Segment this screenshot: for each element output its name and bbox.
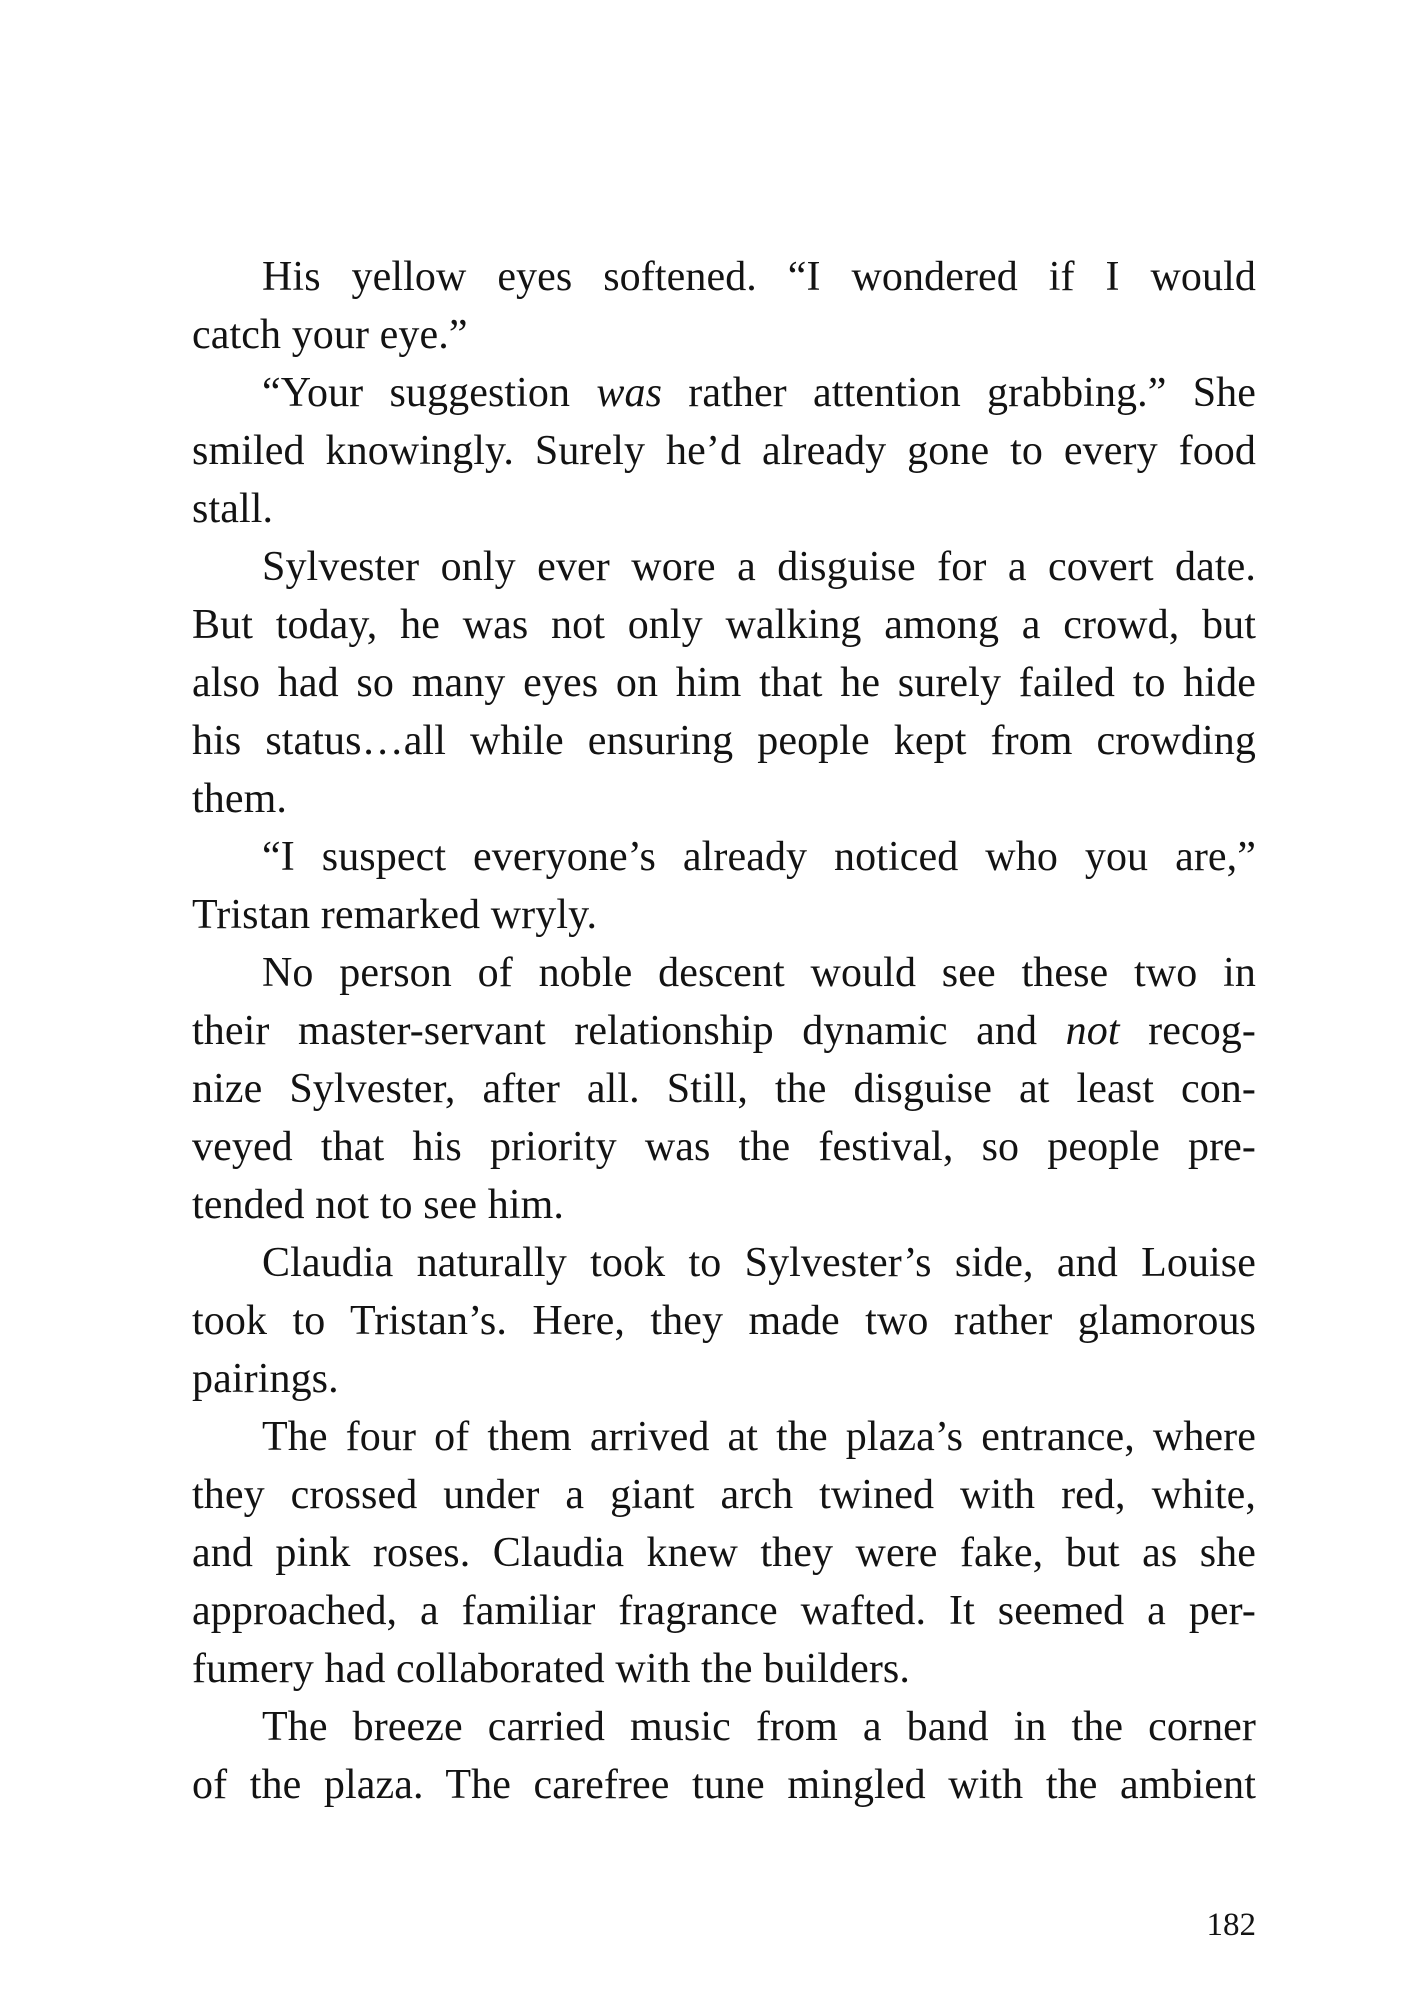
text-run: stall. [192,486,274,532]
paragraph [192,248,1256,364]
text-run: tended not to see him. [192,1182,564,1228]
text-line [192,1524,1256,1582]
paragraph [192,828,1256,944]
text-line [192,886,1256,944]
text-run: veyed that his priority was the festival, so people pre- [192,1124,1256,1170]
text-run: The breeze carried music from a band in the corner [262,1704,1256,1750]
text-run: His yellow eyes softened. “I wondered if I would [262,254,1256,300]
text-line [192,944,1256,1002]
text-line [192,248,1256,306]
paragraph [192,1234,1256,1408]
text-line [192,364,1256,422]
text-run: of the plaza. The carefree tune mingled with the ambient [192,1762,1256,1808]
text-line [192,1234,1256,1292]
page-text [192,248,1256,1814]
italic-text-run: was [596,370,663,416]
paragraph [192,538,1256,828]
text-line [192,712,1256,770]
text-line [192,770,1256,828]
text-run: “I suspect everyone’s already noticed who you are,” [262,834,1256,880]
text-run: rather attention grabbing.” She [662,370,1257,416]
text-run: their master-servant relationship dynamic and [192,1008,1066,1054]
text-run: his status…all while ensuring people kept from crowding [192,718,1256,764]
text-line [192,1698,1256,1756]
text-line [192,1408,1256,1466]
paragraph [192,364,1256,538]
text-run: approached, a familiar fragrance wafted. It seemed a per- [192,1588,1256,1634]
text-line [192,1640,1256,1698]
paragraph [192,944,1256,1234]
text-line [192,422,1256,480]
text-run: and pink roses. Claudia knew they were fake, but as she [192,1530,1256,1576]
text-run: fumery had collaborated with the builders. [192,1646,910,1692]
text-line [192,1002,1256,1060]
text-run: nize Sylvester, after all. Still, the disguise at least con- [192,1066,1256,1112]
text-line [192,1466,1256,1524]
paragraph [192,1698,1256,1814]
text-line [192,596,1256,654]
page-number: 182 [1206,1907,1256,1943]
text-run: catch your eye.” [192,312,468,358]
text-line [192,1350,1256,1408]
text-run: Sylvester only ever wore a disguise for a covert date. [262,544,1256,590]
text-run: smiled knowingly. Surely he’d already gone to every food [192,428,1256,474]
italic-text-run: not [1065,1008,1120,1054]
text-run: they crossed under a giant arch twined with red, white, [192,1472,1256,1518]
text-line [192,538,1256,596]
text-line [192,828,1256,886]
text-run: No person of noble descent would see these two in [262,950,1256,996]
paragraph [192,1408,1256,1698]
text-line [192,306,1256,364]
text-line [192,654,1256,712]
text-run: pairings. [192,1356,339,1402]
text-run: But today, he was not only walking among a crowd, but [192,602,1256,648]
text-run: Claudia naturally took to Sylvester’s side, and Louise [262,1240,1256,1286]
text-run: Tristan remarked wryly. [192,892,598,938]
text-run: “Your suggestion [262,370,597,416]
text-line [192,1176,1256,1234]
text-line [192,480,1256,538]
text-run: The four of them arrived at the plaza’s entrance, where [262,1414,1256,1460]
text-line [192,1292,1256,1350]
text-line [192,1118,1256,1176]
text-run: them. [192,776,287,822]
text-run: also had so many eyes on him that he surely failed to hide [192,660,1256,706]
text-line [192,1060,1256,1118]
text-run: took to Tristan’s. Here, they made two rather glamorous [192,1298,1256,1344]
text-run: recog- [1119,1008,1256,1054]
text-line [192,1582,1256,1640]
text-line [192,1756,1256,1814]
